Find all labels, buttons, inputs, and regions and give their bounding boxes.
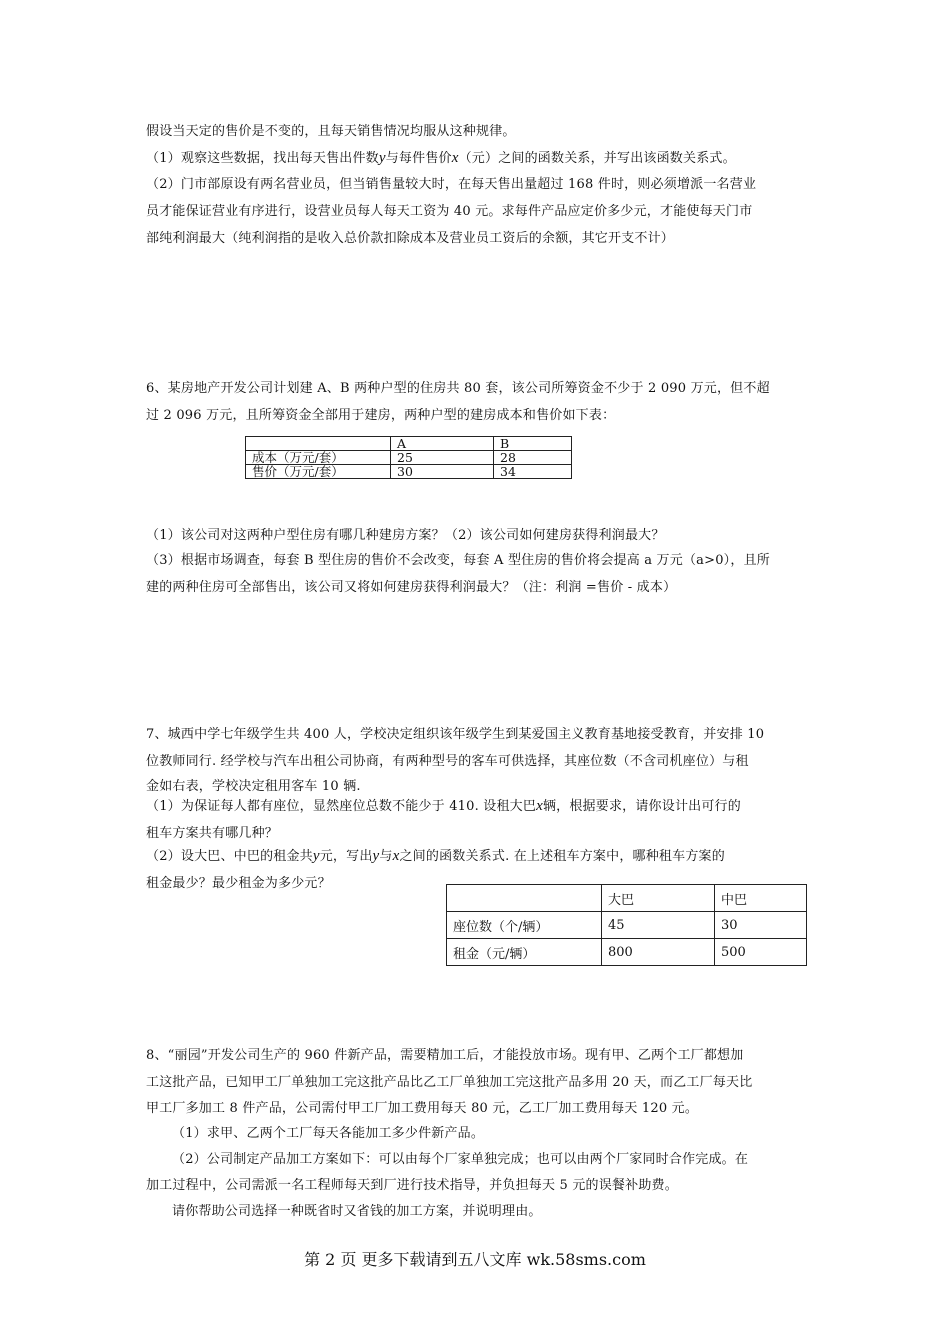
var-x: x: [536, 798, 543, 814]
var-x: x: [451, 150, 459, 166]
q7-bus-table: [446, 884, 807, 966]
var-y: y: [312, 848, 320, 864]
table-header-row: [246, 437, 572, 451]
table-cell: 大巴: [602, 885, 715, 912]
var-x: x: [392, 848, 400, 864]
table-cell: 28: [494, 451, 572, 465]
table-cell: 500: [715, 939, 807, 966]
table-cell: [447, 885, 602, 912]
var-y: y: [372, 848, 380, 864]
table-cell: [246, 437, 391, 451]
table-cell: 租金（元/辆）: [447, 939, 602, 966]
q7-line1: 7、城西中学七年级学生共 400 人，学校决定组织该年级学生到某爱国主义教育基地接受教育，并安排 10: [146, 727, 765, 742]
table-cell: 800: [602, 939, 715, 966]
table-cell: 25: [391, 451, 494, 465]
table-cell: 售价（万元/套）: [246, 465, 391, 479]
q6-line1: 6、某房地产开发公司计划建 A、B 两种户型的住房共 80 套，该公司所筹资金不少于 2 090 万元，但不超: [146, 381, 770, 396]
q8-part3: 请你帮助公司选择一种既省时又省钱的加工方案，并说明理由。: [172, 1204, 542, 1219]
q7-line2: 位教师同行. 经学校与汽车出租公司协商，有两种型号的客车可供选择，其座位数（不含司机座位）与租: [146, 754, 749, 769]
q6-line2: 过 2 096 万元，且所筹资金全部用于建房，两种户型的建房成本和售价如下表：: [146, 408, 616, 423]
var-y: y: [378, 150, 386, 166]
q5-assumption: 假设当天定的售价是不变的，且每天销售情况均服从这种规律。: [146, 124, 516, 139]
table-cell: B: [494, 437, 572, 451]
table-row: [246, 451, 572, 465]
q5-part1: （1）观察这些数据，找出每天售出件数y与每件售价x（元）之间的函数关系，并写出该函数关系式。: [146, 150, 736, 166]
q7-part2: （2）设大巴、中巴的租金共y元，写出y与x之间的函数关系式. 在上述租车方案中，哪种租车方案的: [146, 848, 725, 864]
q7-part1-line2: 租车方案共有哪几种？: [146, 826, 279, 841]
q7-line3: 金如右表，学校决定租用客车 10 辆.: [146, 779, 361, 794]
table-cell: 30: [391, 465, 494, 479]
table-cell: 45: [602, 912, 715, 939]
q6-part3-line2: 建的两种住房可全部售出，该公司又将如何建房获得利润最大？（注：利润 =售价 - 成本）: [146, 580, 677, 595]
q8-line2: 工这批产品，已知甲工厂单独加工完这批产品比乙工厂单独加工完这批产品多用 20 天，而乙工厂每天比: [146, 1075, 753, 1090]
table-cell: A: [391, 437, 494, 451]
q6-cost-price-table: [245, 436, 572, 479]
q8-part2-line1: （2）公司制定产品加工方案如下：可以由每个厂家单独完成；也可以由两个厂家同时合作完成。在: [172, 1152, 749, 1167]
table-header-row: [447, 885, 807, 912]
table-cell: 中巴: [715, 885, 807, 912]
page-footer: 第 2 页 更多下载请到五八文库 wk.58sms.com: [304, 1250, 646, 1269]
table-row: [447, 939, 807, 966]
q8-line3: 甲工厂多加工 8 件产品，公司需付甲工厂加工费用每天 80 元，乙工厂加工费用每天 120 元。: [146, 1101, 699, 1116]
table-cell: 30: [715, 912, 807, 939]
q5-part2-line3: 部纯利润最大（纯利润指的是收入总价款扣除成本及营业员工资后的余额，其它开支不计）: [146, 231, 675, 246]
table-row: [447, 912, 807, 939]
table-cell: 座位数（个/辆）: [447, 912, 602, 939]
table-cell: 34: [494, 465, 572, 479]
q7-part1: （1）为保证每人都有座位，显然座位总数不能少于 410. 设租大巴x辆，根据要求，请你设计出可行的: [146, 798, 741, 814]
q8-part1: （1）求甲、乙两个工厂每天各能加工多少件新产品。: [172, 1126, 485, 1141]
q6-sub-questions: （1）该公司对这两种户型住房有哪几种建房方案？（2）该公司如何建房获得利润最大？: [146, 528, 665, 543]
table-row: [246, 465, 572, 479]
q6-part3-line1: （3）根据市场调查，每套 B 型住房的售价不会改变，每套 A 型住房的售价将会提高 a 万元（a>0），且所: [146, 553, 770, 568]
q7-part2-line2: 租金最少？最少租金为多少元？: [146, 876, 331, 891]
q5-part2-line2: 员才能保证营业有序进行，设营业员每人每天工资为 40 元。求每件产品应定价多少元，才能使每天门市: [146, 204, 753, 219]
q8-part2-line2: 加工过程中，公司需派一名工程师每天到厂进行技术指导，并负担每天 5 元的误餐补助费。: [146, 1178, 678, 1193]
table-cell: 成本（万元/套）: [246, 451, 391, 465]
q5-part2-line1: （2）门市部原设有两名营业员，但当销售量较大时，在每天售出量超过 168 件时，则必须增派一名营业: [146, 177, 757, 192]
q8-line1: 8、“丽园”开发公司生产的 960 件新产品，需要精加工后，才能投放市场。现有甲、乙两个工厂都想加: [146, 1048, 744, 1063]
